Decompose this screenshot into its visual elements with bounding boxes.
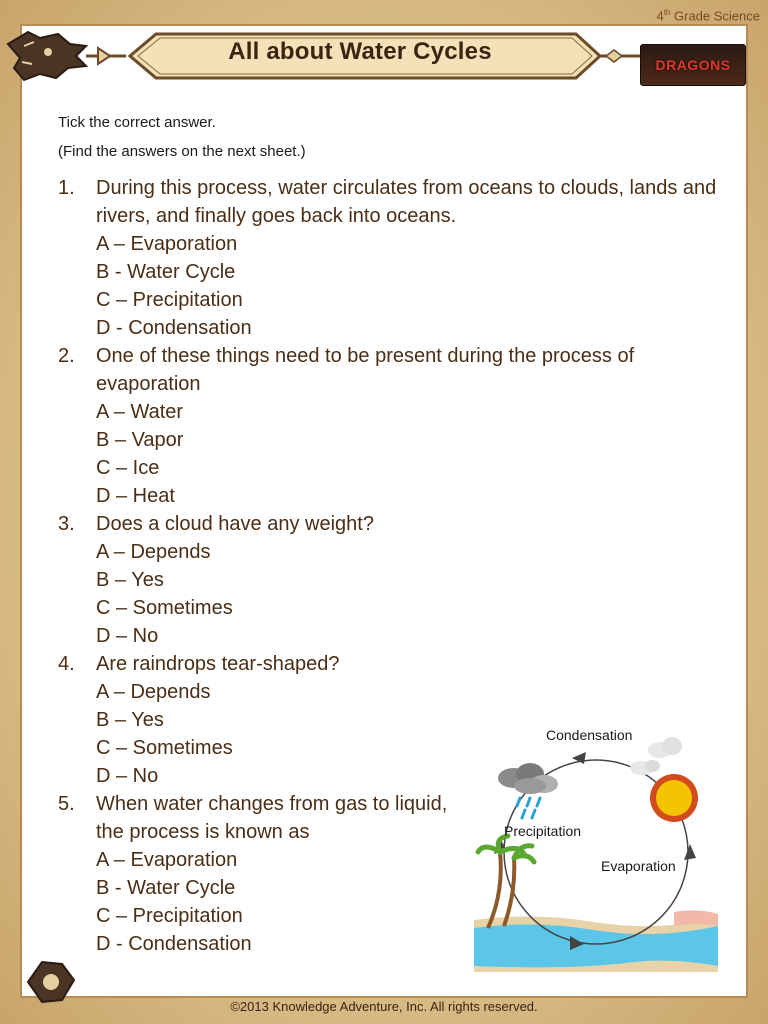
answer-option[interactable]: B – Yes	[96, 709, 164, 731]
answer-option[interactable]: C – Precipitation	[96, 289, 243, 311]
answer-option[interactable]: C – Sometimes	[96, 737, 233, 759]
answer-option[interactable]: D - Condensation	[96, 933, 252, 955]
label-condensation: Condensation	[546, 727, 633, 743]
answer-option[interactable]: A – Evaporation	[96, 849, 238, 871]
instruction-line-2: (Find the answers on the next sheet.)	[58, 143, 306, 160]
answer-option[interactable]: C – Ice	[96, 457, 160, 479]
answer-option[interactable]: A – Evaporation	[96, 233, 238, 255]
question-text: One of these things need to be present during the process of evaporation	[96, 345, 635, 395]
footer-copyright: ©2013 Knowledge Adventure, Inc. All rights reserved.	[230, 999, 538, 1014]
question-number: 1.	[58, 177, 75, 199]
dragon-head-icon	[8, 32, 86, 80]
answer-option[interactable]: C – Sometimes	[96, 597, 233, 619]
answer-option[interactable]: B - Water Cycle	[96, 261, 236, 283]
answer-option[interactable]: A – Water	[96, 401, 184, 423]
sun-icon	[650, 774, 698, 822]
question-item	[58, 174, 718, 342]
palm-tree-icon	[478, 836, 534, 928]
answer-option[interactable]: B – Vapor	[96, 429, 184, 451]
page-title: All about Water Cycles	[228, 38, 492, 65]
answer-option[interactable]: B - Water Cycle	[96, 877, 236, 899]
question-number: 2.	[58, 345, 75, 367]
label-evaporation: Evaporation	[601, 858, 676, 874]
sand-bank	[674, 910, 718, 926]
question-number: 5.	[58, 793, 75, 815]
question-text: Are raindrops tear-shaped?	[96, 653, 340, 675]
answer-option[interactable]: B – Yes	[96, 569, 164, 591]
question-text: When water changes from gas to liquid, the process is known as	[96, 793, 448, 843]
question-text: During this process, water circulates from oceans to clouds, lands and rivers, and finally goes back into oceans.	[96, 177, 717, 227]
answer-option[interactable]: C – Precipitation	[96, 905, 243, 927]
instruction-line-1: Tick the correct answer.	[58, 114, 216, 131]
answer-option[interactable]: D – Heat	[96, 485, 175, 507]
rain-cloud-icon	[498, 763, 558, 818]
answer-option[interactable]: D - Condensation	[96, 317, 252, 339]
arrow-evaporation-icon	[684, 844, 696, 860]
question-text: Does a cloud have any weight?	[96, 513, 374, 535]
cloud-icon	[630, 737, 682, 775]
school-of-dragons-logo: DRAGONS	[640, 44, 746, 86]
answer-option[interactable]: A – Depends	[96, 541, 211, 563]
water-cycle-diagram	[474, 722, 718, 972]
question-item	[58, 510, 718, 650]
answer-option[interactable]: A – Depends	[96, 681, 211, 703]
grade-label: 4th Grade Science	[656, 8, 760, 24]
answer-option[interactable]: D – No	[96, 765, 159, 787]
question-number: 4.	[58, 653, 75, 675]
label-precipitation: Precipitation	[504, 823, 582, 839]
question-item	[58, 342, 718, 510]
question-number: 3.	[58, 513, 75, 535]
answer-option[interactable]: D – No	[96, 625, 159, 647]
